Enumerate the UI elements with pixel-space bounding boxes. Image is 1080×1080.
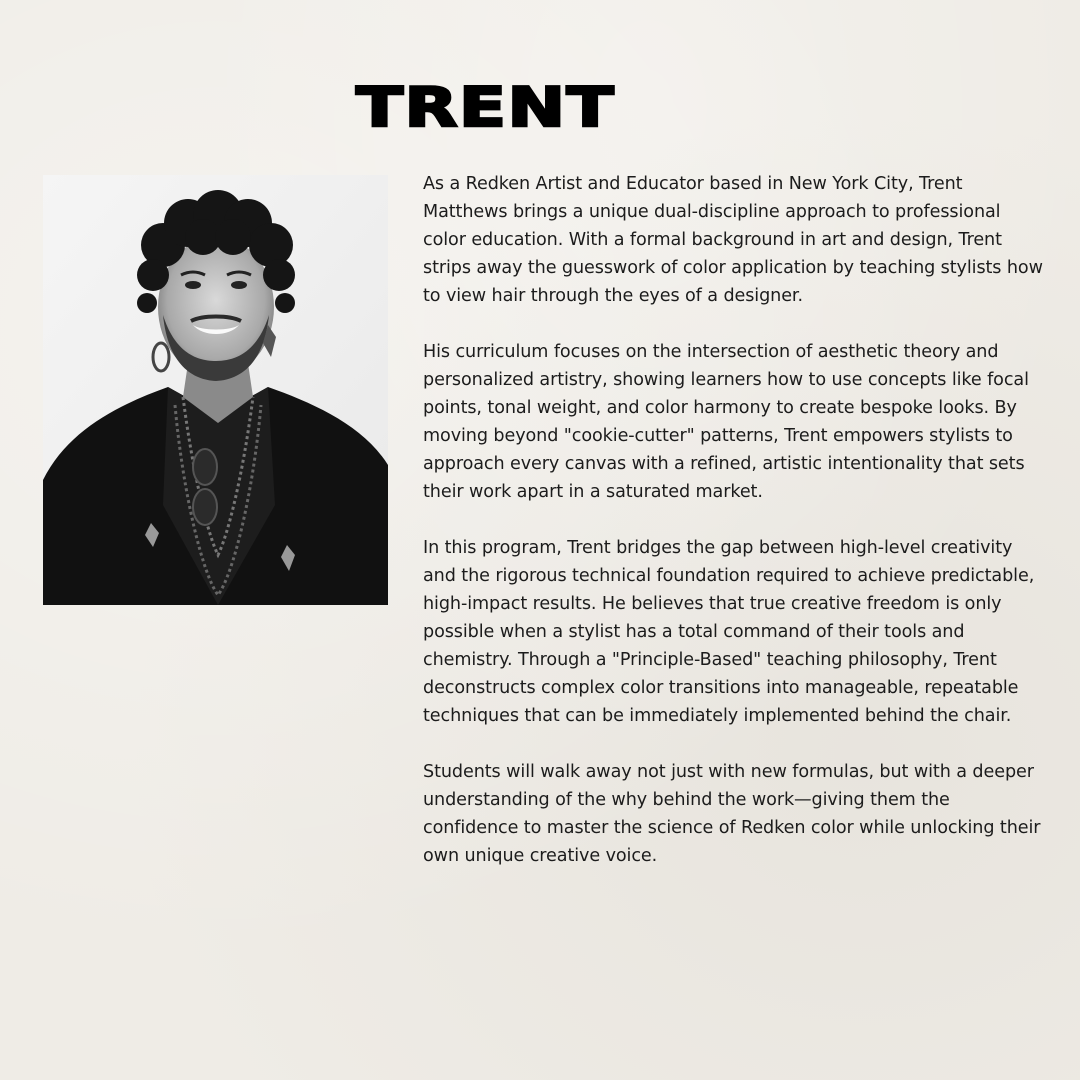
bio-paragraph: As a Redken Artist and Educator based in New York City, Trent Matthews brings a unique dual-discipline approach to professional color education. With a formal background in art and design, Trent strips away the guesswork of color application by teaching stylists how to view hair through the eyes of a designer. — [423, 174, 1043, 306]
bio-paragraph: In this program, Trent bridges the gap between high-level creativity and the rigorous technical foundation required to achieve predictable, high-impact results. He believes that true creative freedom is only possible when a stylist has a total command of their tools and chemistry. Through a "Principle-Based" teaching philosophy, Trent deconstructs complex color transitions into manageable, repeatable techniques that can be immediately implemented behind the chair. — [423, 538, 1035, 726]
page-title: TRENT — [356, 76, 615, 139]
bio-text — [423, 170, 1048, 898]
portrait-photo — [43, 175, 388, 605]
bio-paragraph: Students will walk away not just with new formulas, but with a deeper understanding of the why behind the work—giving them the confidence to master the science of Redken color while unlocking their own unique creative voice. — [423, 762, 1041, 866]
bio-paragraph: His curriculum focuses on the intersection of aesthetic theory and personalized artistry, showing learners how to use concepts like focal points, tonal weight, and color harmony to create bespoke looks. By moving beyond "cookie-cutter" patterns, Trent empowers stylists to approach every canvas with a refined, artistic intentionality that sets their work apart in a saturated market. — [423, 342, 1029, 502]
person-photo-icon — [43, 175, 388, 605]
